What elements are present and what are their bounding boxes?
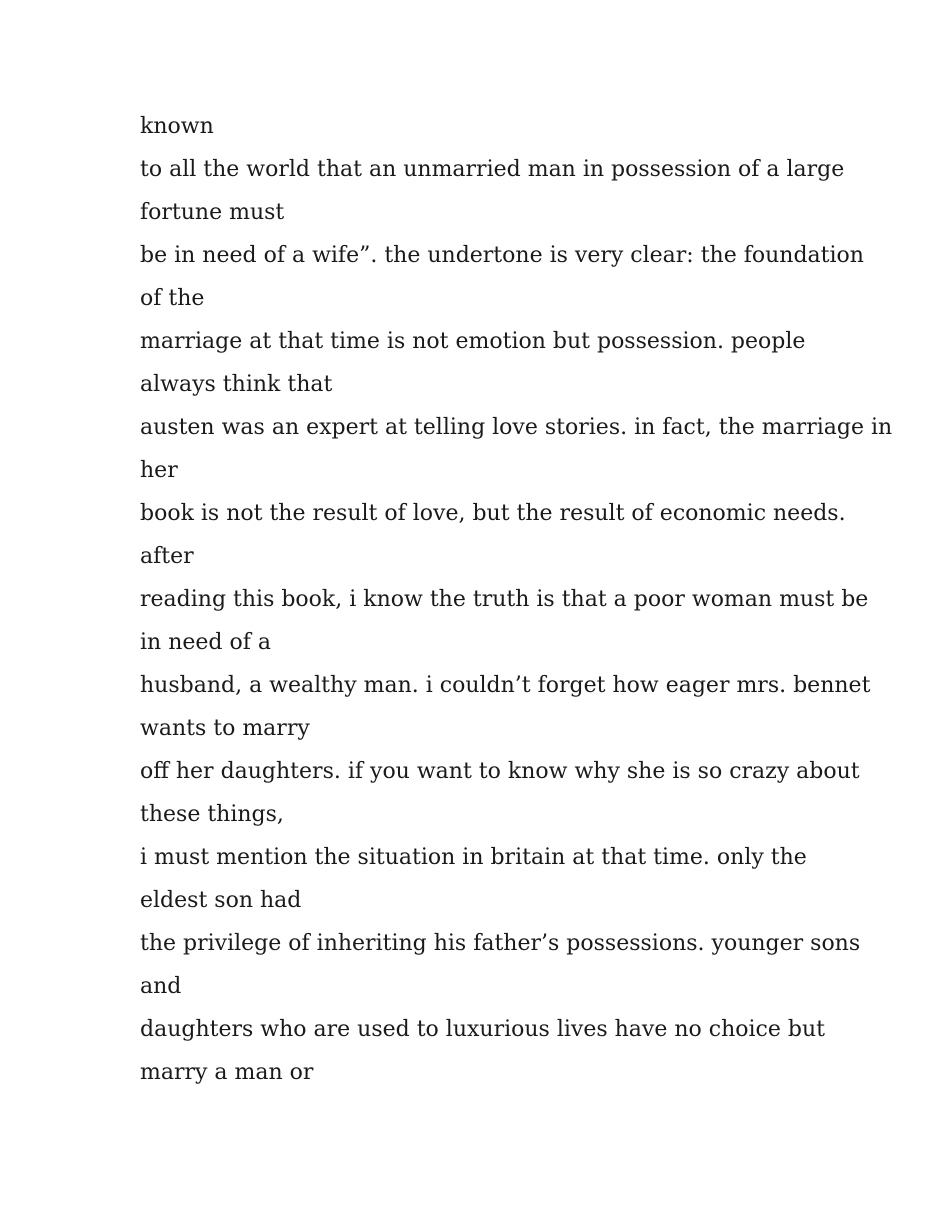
text-line-14: husband, a wealthy man. i couldn’t forget how eager mrs. bennet — [140, 673, 871, 698]
text-line-16: off her daughters. if you want to know why she is so crazy about — [140, 759, 860, 784]
text-line-15: wants to marry — [140, 716, 310, 741]
text-line-12: reading this book, i know the truth is that a poor woman must be — [140, 587, 869, 612]
text-line-22: daughters who are used to luxurious lives have no choice but — [140, 1017, 825, 1042]
text-line-19: eldest son had — [140, 888, 302, 913]
text-line-11: after — [140, 544, 194, 569]
body-text — [140, 105, 893, 1094]
text-line-7: always think that — [140, 372, 333, 397]
text-line-1: known — [140, 114, 214, 139]
text-line-2: to all the world that an unmarried man in possession of a large — [140, 157, 845, 182]
text-line-8: austen was an expert at telling love stories. in fact, the marriage in — [140, 415, 893, 440]
text-line-4: be in need of a wife”. the undertone is very clear: the foundation — [140, 243, 864, 268]
text-line-20: the privilege of inheriting his father’s possessions. younger sons — [140, 931, 861, 956]
text-line-23: marry a man or — [140, 1060, 314, 1085]
text-line-9: her — [140, 458, 178, 483]
text-line-5: of the — [140, 286, 205, 311]
text-line-10: book is not the result of love, but the result of economic needs. — [140, 501, 846, 526]
text-line-17: these things, — [140, 802, 284, 827]
text-line-6: marriage at that time is not emotion but possession. people — [140, 329, 806, 354]
text-line-3: fortune must — [140, 200, 285, 225]
text-line-13: in need of a — [140, 630, 271, 655]
text-line-18: i must mention the situation in britain at that time. only the — [140, 845, 807, 870]
text-line-21: and — [140, 974, 182, 999]
